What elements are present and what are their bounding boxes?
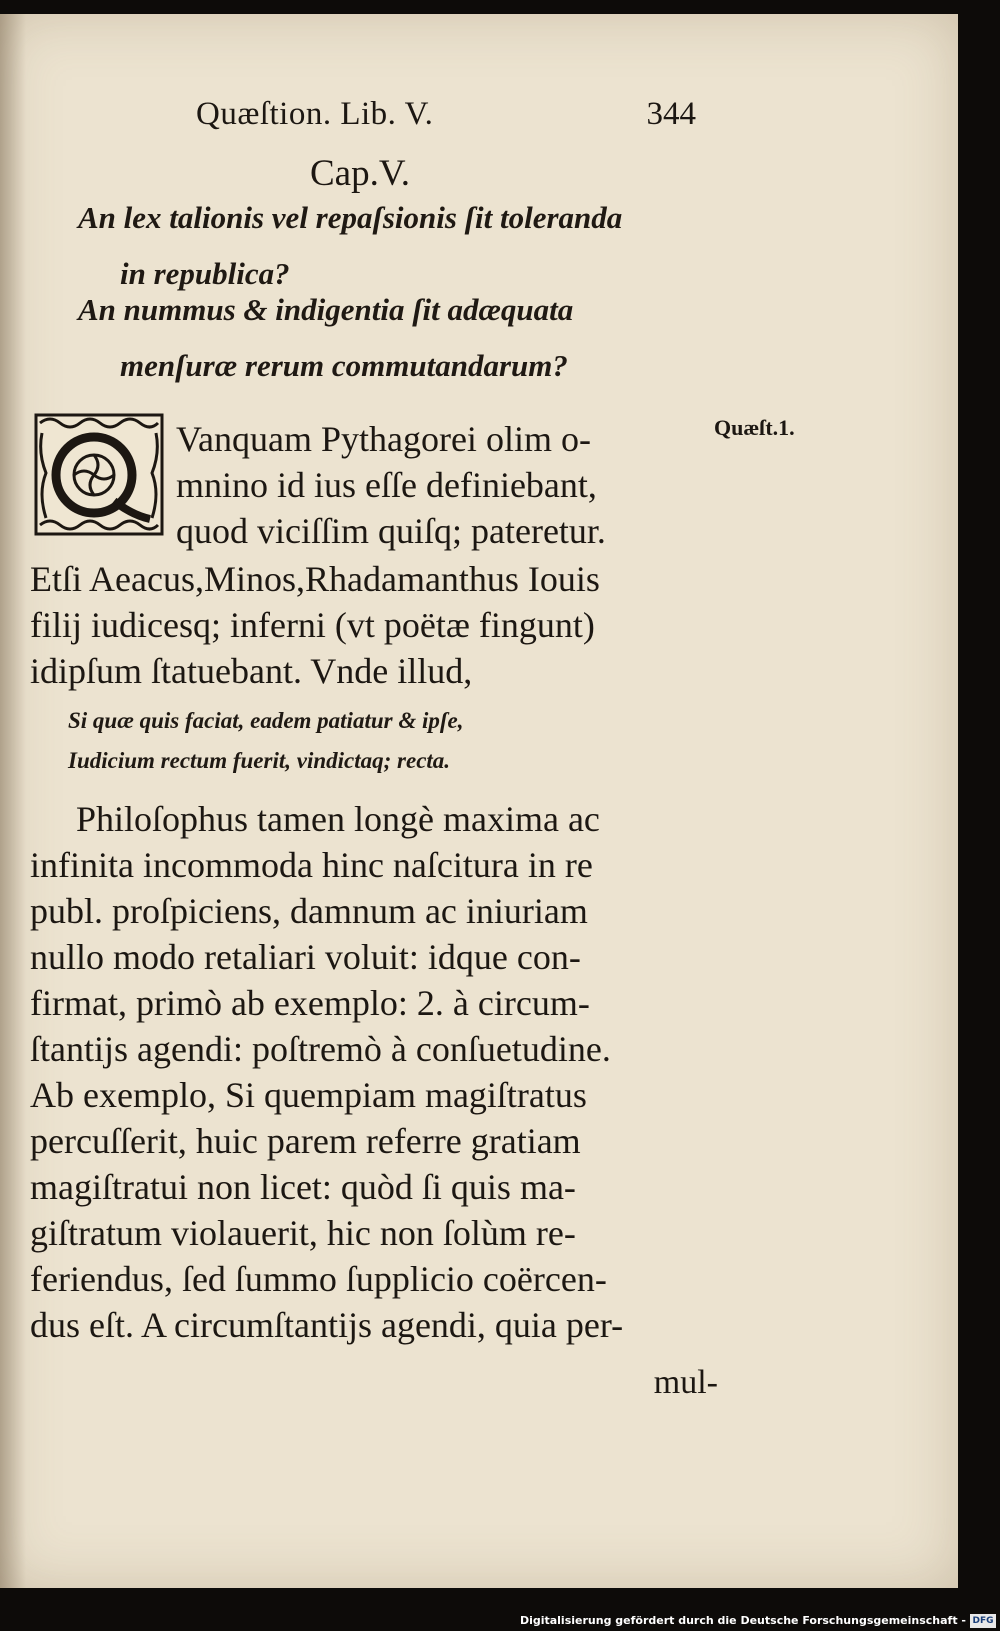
text-line-12: ſtantijs agendi: poſtremò à conſuetudine. (30, 1029, 611, 1069)
margin-note: Quæſt.1. (714, 415, 795, 440)
text-line-14: percuſſerit, huic parem referre gratiam (30, 1121, 581, 1161)
text-line-1: Vanquam Pythagorei olim o- (176, 419, 591, 459)
question-1-line-2: in republica? (120, 256, 290, 291)
text-line-5: filij iudicesq; inferni (vt poëtæ fingunt) (30, 605, 595, 645)
initial-ornament-icon (34, 413, 164, 536)
verse-line-1: Si quæ quis faciat, eadem patiatur & ipſe, (68, 708, 464, 733)
page-number: 344 (646, 96, 696, 132)
text-line-16: giſtratum violauerit, hic non ſolùm re- (30, 1213, 576, 1253)
text-line-7: Philoſophus tamen longè maxima ac (76, 799, 600, 839)
dfg-logo: DFG (970, 1614, 996, 1628)
catchword: mul- (653, 1364, 718, 1401)
question-2-line-1: An nummus & indigentia ſit adæquata (78, 292, 574, 327)
question-2 (78, 282, 718, 394)
decorated-initial-q (34, 413, 164, 536)
running-head: Quæſtion. Lib. V. (196, 96, 434, 132)
question-1-line-1: An lex talionis vel repaſsionis ſit toleranda (78, 200, 623, 235)
footer-bar (0, 1609, 1000, 1631)
text-line-3: quod viciſſim quiſq; pateretur. (176, 511, 606, 551)
text-line-8: infinita incommoda hinc naſcitura in re (30, 845, 593, 885)
text-line-2: mnino id ius eſſe definiebant, (176, 465, 597, 505)
text-line-10: nullo modo retaliari voluit: idque con- (30, 937, 581, 977)
text-line-4: Etſi Aeacus,Minos,Rhadamanthus Iouis (30, 559, 600, 599)
text-line-13: Ab exemplo, Si quempiam magiſtratus (30, 1075, 587, 1115)
page-gutter-shadow (0, 14, 26, 1588)
verse-line-2: Iudicium rectum fuerit, vindictaq; recta. (68, 748, 451, 773)
text-line-6: idipſum ſtatuebant. Vnde illud, (30, 651, 473, 691)
chapter-heading: Cap.V. (309, 153, 411, 194)
question-2-line-2: menſuræ rerum commutandarum? (120, 348, 568, 383)
text-line-17: feriendus, ſed ſummo ſupplicio coërcen- (30, 1259, 607, 1299)
text-line-18: dus eſt. A circumſtantijs agendi, quia per- (30, 1305, 624, 1345)
page-header (196, 96, 696, 140)
text-line-9: publ. proſpiciens, damnum ac iniuriam (30, 891, 588, 931)
text-line-15: magiſtratui non licet: quòd ſi quis ma- (30, 1167, 576, 1207)
text-line-11: firmat, primò ab exemplo: 2. à circum- (30, 983, 590, 1023)
footer-credit: Digitalisierung gefördert durch die Deutsche Forschungsgemeinschaft - (519, 1614, 966, 1627)
